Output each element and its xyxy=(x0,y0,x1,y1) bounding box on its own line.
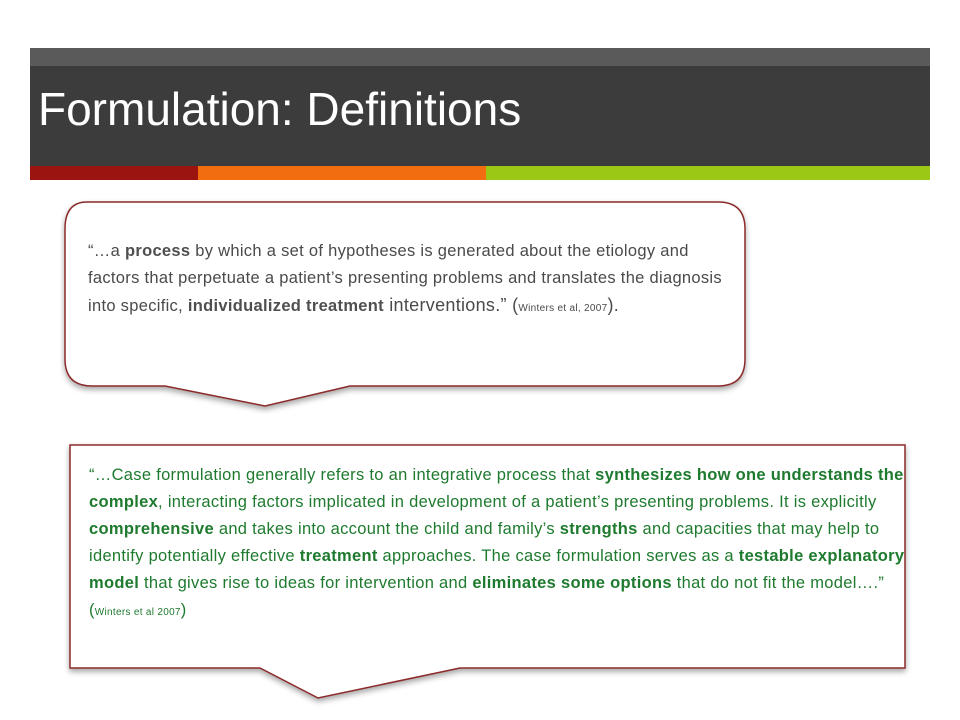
definition-quote-1: “…a process by which a set of hypotheses is generated about the etiology and factors that perpetuate a patient’s presenting problems and translates the diagnosis into specific, individualized treatment interventions.” (Winters et al, 2007). xyxy=(88,242,722,315)
definition-quote-2: “…Case formulation generally refers to an integrative process that synthesizes how one understands the complex, interacting factors implicated in development of a patient’s presenting problems. It is explicitly comprehensive and takes into account the child and family’s strengths and capacities that may help to identify potentially effective treatment approaches. The case formulation serves as a testable explanatory model that gives rise to ideas for intervention and eliminates some options that do not fit the model….” (Winters et al 2007) xyxy=(89,466,905,619)
accent-bar-green xyxy=(486,166,930,180)
citation: Winters et al, 2007 xyxy=(518,303,608,314)
citation: Winters et al 2007 xyxy=(94,607,181,618)
title-band-top xyxy=(30,48,930,66)
accent-bar-red xyxy=(30,166,198,180)
accent-bar-orange xyxy=(198,166,486,180)
slide-title: Formulation: Definitions xyxy=(38,83,522,135)
